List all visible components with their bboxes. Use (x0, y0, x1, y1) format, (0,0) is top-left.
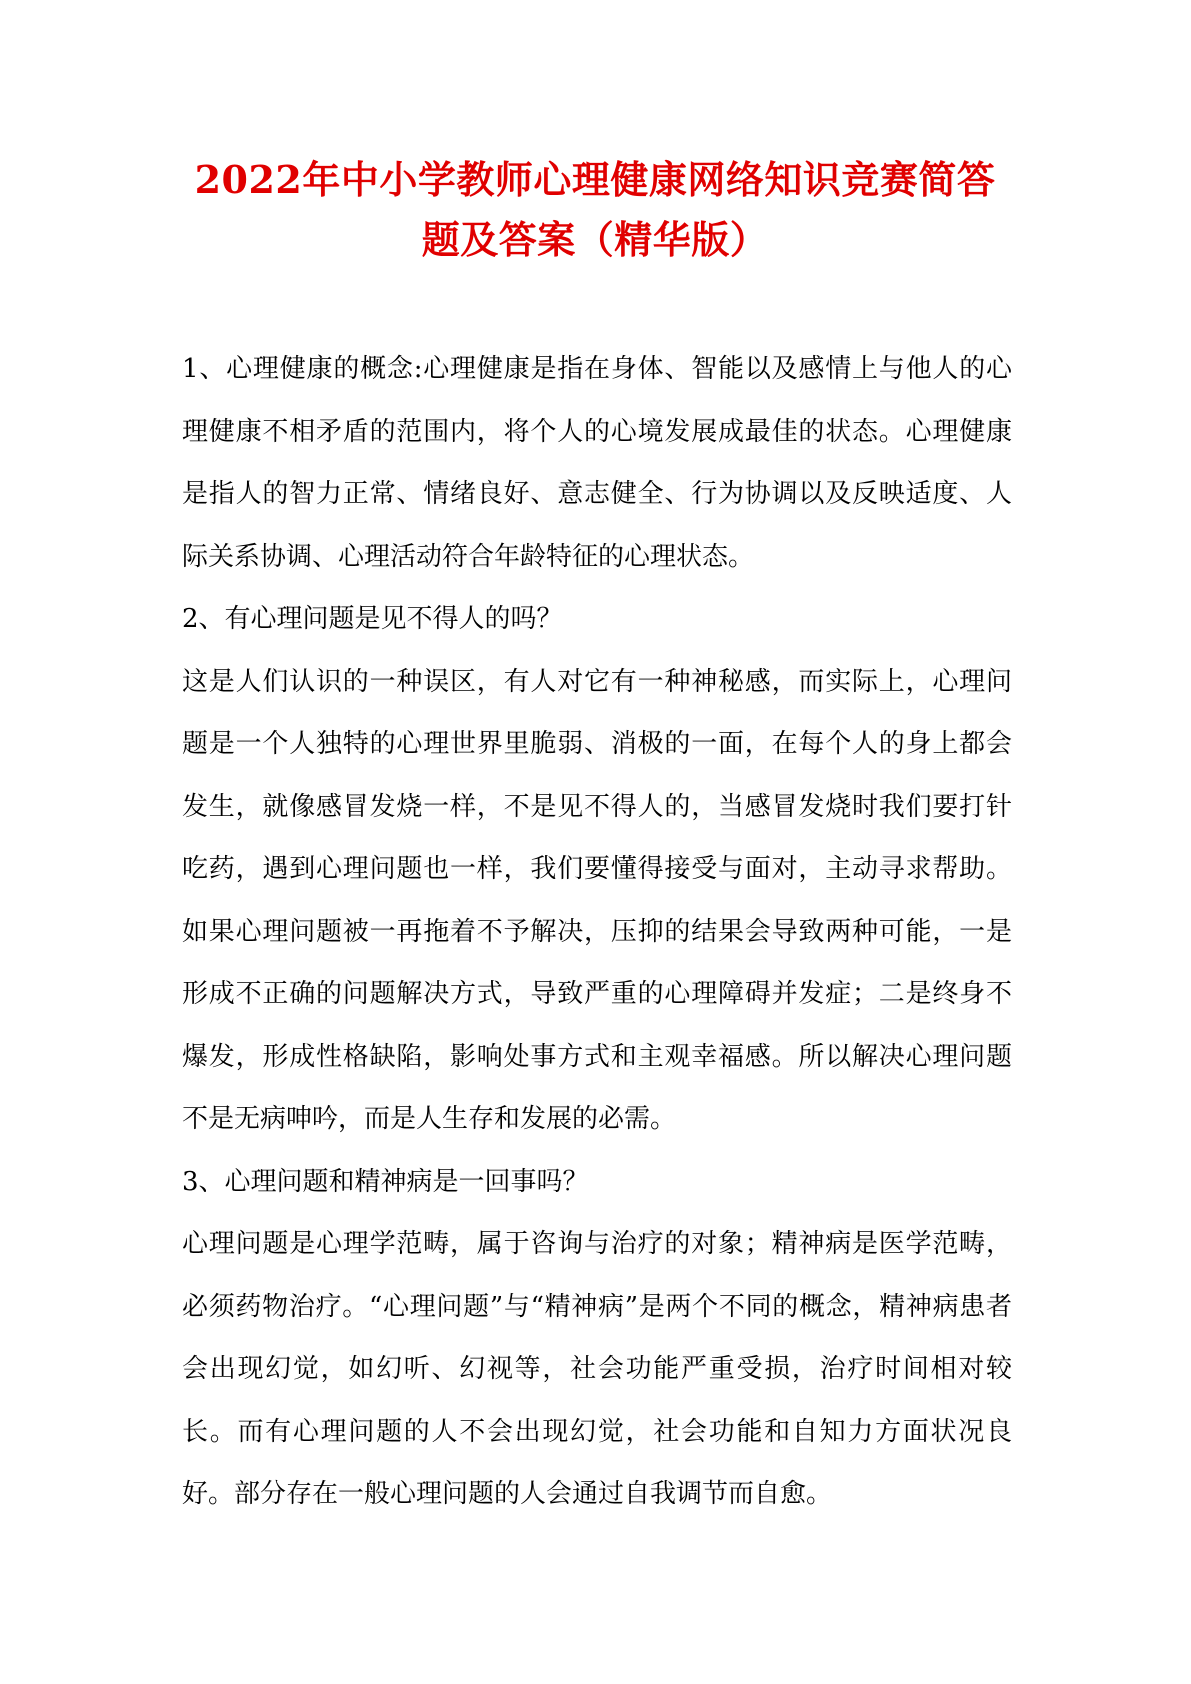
question-3-heading: 3、心理问题和精神病是一回事吗？ (182, 1166, 589, 1197)
title-line-2: 题及答案（精华版） (421, 217, 769, 262)
answer-3-paragraph: 心理问题是心理学范畴，属于咨询与治疗的对象；精神病是医学范畴，必须药物治疗。“心理问题”与“精神病”是两个不同的概念，精神病患者会出现幻觉，如幻听、幻视等，社会功能严重受损，治疗时间相对较长。而有心理问题的人不会出现幻觉，社会功能和自知力方面状况良好。部分存在一般心理问题的人会通过自我调节而自愈。 (182, 1229, 1012, 1509)
title-line-1: 2022年中小学教师心理健康网络知识竞赛简答 (194, 157, 996, 202)
document-title (170, 150, 1020, 270)
question-2-heading: 2、有心理问题是见不得人的吗？ (182, 604, 563, 634)
answer-1-paragraph: 1、心理健康的概念:心理健康是指在身体、智能以及感情上与他人的心理健康不相矛盾的范围内，将个人的心境发展成最佳的状态。心理健康是指人的智力正常、情绪良好、意志健全、行为协调以及反映适度、人际关系协调、心理活动符合年龄特征的心理状态。 (182, 354, 1012, 572)
answer-2-paragraph: 这是人们认识的一种误区，有人对它有一种神秘感，而实际上，心理问题是一个人独特的心理世界里脆弱、消极的一面，在每个人的身上都会发生，就像感冒发烧一样，不是见不得人的，当感冒发烧时我们要打针吃药，遇到心理问题也一样，我们要懂得接受与面对，主动寻求帮助。如果心理问题被一再拖着不予解决，压抑的结果会导致两种可能，一是形成不正确的问题解决方式，导致严重的心理障碍并发症；二是终身不爆发，形成性格缺陷，影响处事方式和主观幸福感。所以解决心理问题不是无病呻吟，而是人生存和发展的必需。 (182, 666, 1012, 1134)
document-body (182, 338, 1012, 1526)
